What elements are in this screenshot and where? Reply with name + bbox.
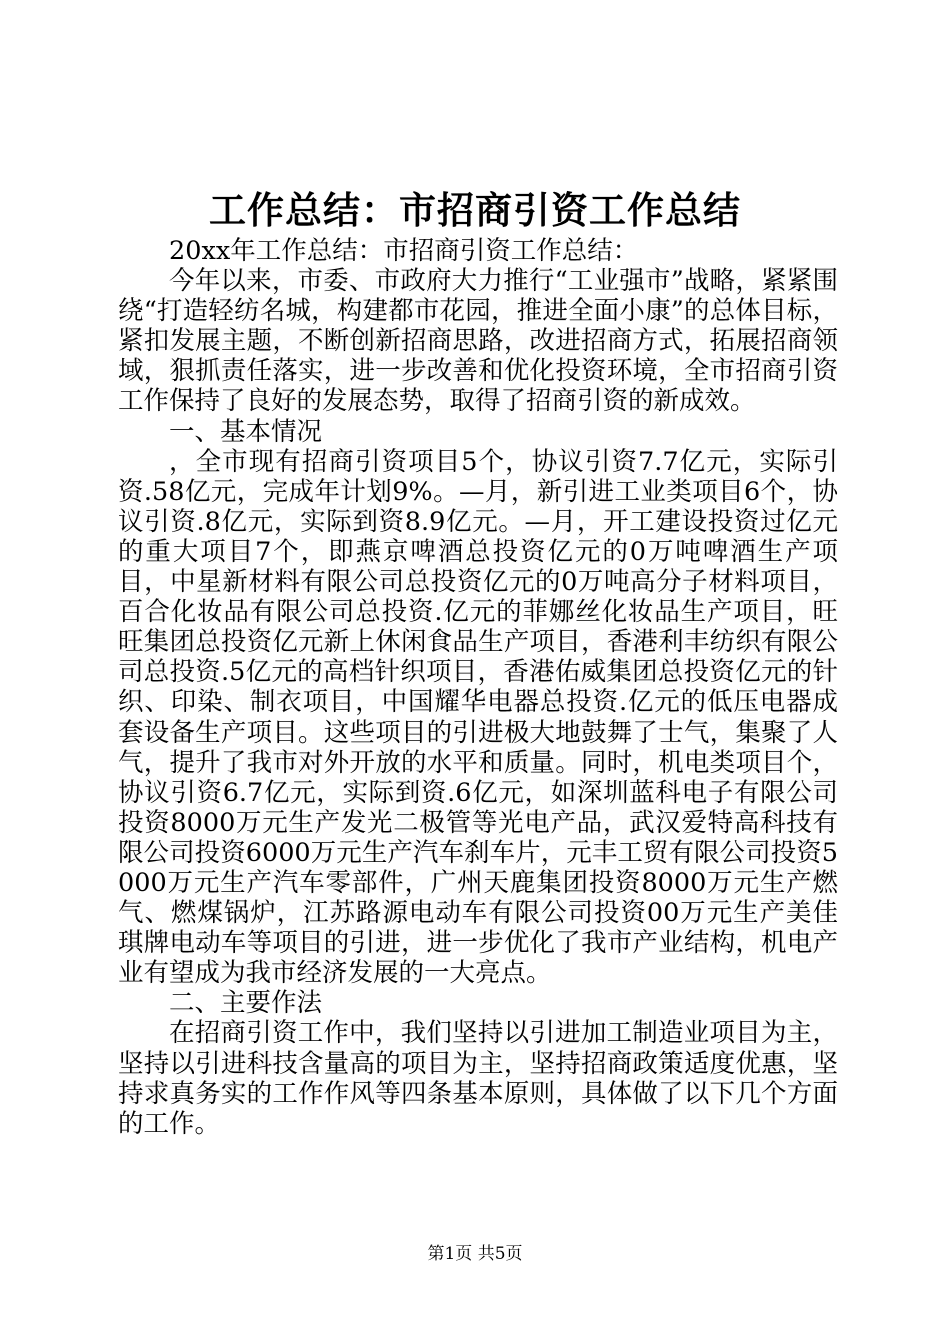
section-heading-main-practices: 二、主要作法 — [169, 988, 323, 1019]
main-practices-paragraph: 在招商引资工作中，我们坚持以引进加工制造业项目为主，坚持以引进科技含量高的项目为主，坚持招商政策适度优惠，坚持求真务实的工作作风等四条基本原则，具体做了以下几个方面的工作。 — [118, 1018, 838, 1139]
section-heading-basic-situation: 一、基本情况 — [169, 416, 323, 447]
page-number-footer: 第1页 共5页 — [427, 1244, 523, 1264]
document-title: 工作总结：市招商引资工作总结 — [209, 188, 741, 232]
basic-situation-paragraph: ，全市现有招商引资项目5个，协议引资7.7亿元，实际引资.58亿元，完成年计划9%。—月，新引进工业类项目6个，协议引资.8亿元，实际到资8.9亿元。—月，开工建设投资过亿元的重大项目7个，即燕京啤酒总投资亿元的0万吨啤酒生产项目，中星新材料有限公司总投资亿元的0万吨高分子材料项目，百合化妆品有限公司总投资.亿元的菲娜丝化妆品生产项目，旺旺集团总投资亿元新上休闲食品生产项目，香港利丰纺织有限公司总投资.5亿元的高档针织项目，香港佑威集团总投资亿元的针织、印染、制衣项目，中国耀华电器总投资.亿元的低压电器成套设备生产项目。这些项目的引进极大地鼓舞了士气，集聚了人气，提升了我市对外开放的水平和质量。同时，机电类项目个，协议引资6.7亿元，实际到资.6亿元，如深圳蓝科电子有限公司投资8000万元生产发光二极管等光电产品，武汉爱特高科技有限公司投资6000万元生产汽车刹车片，元丰工贸有限公司投资5000万元生产汽车零部件，广州天鹿集团投资8000万元生产燃气、燃煤锅炉，江苏路源电动车有限公司投资00万元生产美佳琪牌电动车等项目的引进，进一步优化了我市产业结构，机电产业有望成为我市经济发展的一大亮点。 — [118, 446, 838, 989]
overview-paragraph: 今年以来，市委、市政府大力推行“工业强市”战略，紧紧围绕“打造轻纺名城，构建都市花园，推进全面小康”的总体目标，紧扣发展主题，不断创新招商思路，改进招商方式，拓展招商领域，狠抓责任落实，进一步改善和优化投资环境，全市招商引资工作保持了良好的发展态势，取得了招商引资的新成效。 — [118, 266, 838, 417]
document-body — [118, 236, 838, 1139]
intro-line: 20xx年工作总结：市招商引资工作总结： — [169, 236, 639, 266]
